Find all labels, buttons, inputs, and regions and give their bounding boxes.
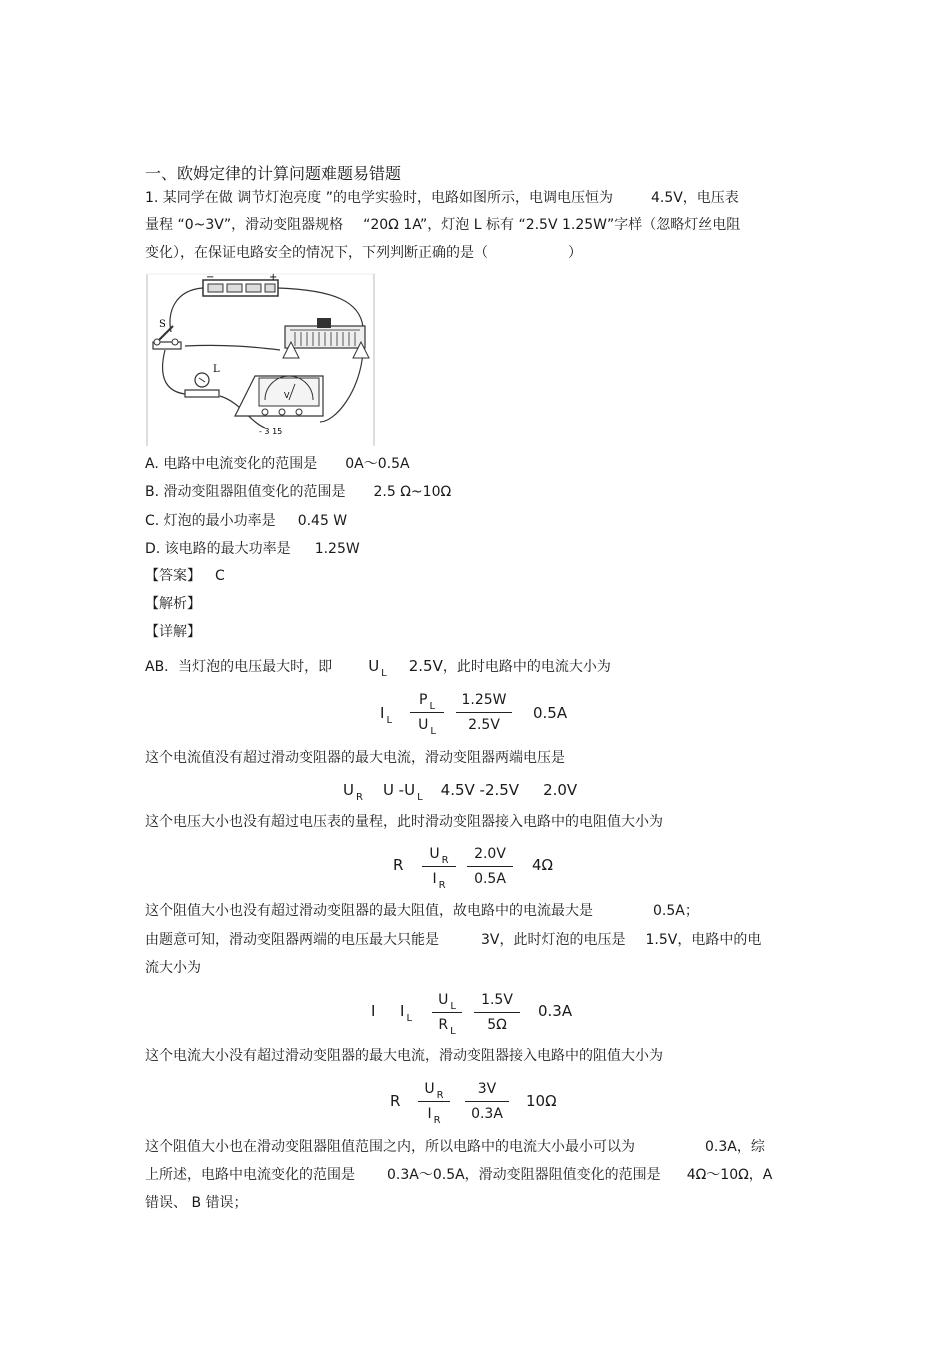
option-a: A. 电路中电流变化的范围是 0A～0.5A [145,456,410,472]
battery-plus-label: + [269,272,278,283]
answer-line: 【答案】 C [145,568,225,584]
solution-text-6: 这个电流大小没有超过滑动变阻器的最大电流，滑动变阻器接入电路中的阻值大小为 [145,1048,663,1064]
solution-text-3: 这个阻值大小也没有超过滑动变阻器的最大阻值，故电路中的电流最大是 0.5A； [145,903,699,919]
solution-text-9: 错误、 B 错误； [145,1195,248,1211]
detail-label: 【详解】 [145,624,201,640]
option-b: B. 滑动变阻器阻值变化的范围是 2.5 Ω~10Ω [145,484,452,500]
solution-ab-intro: AB．当灯泡的电压最大时，即 U $_L$ 2.5V，此时电路中的电流大小为 [145,657,611,679]
option-d: D. 该电路的最大功率是 1.25W [145,541,360,557]
switch-label: S [159,319,166,330]
circuit-diagram [145,272,377,448]
solution-text-5: 流大小为 [145,960,201,976]
voltmeter-label: V [284,391,290,400]
lamp-label: L [213,364,220,375]
solution-text-2: 这个电压大小也没有超过电压表的量程，此时滑动变阻器接入电路中的电阻值大小为 [145,814,663,830]
equation-2: U $_R$ U -U $_L$ 4.5V -2.5V 2.0V [343,781,578,803]
analysis-label: 【解析】 [145,596,201,612]
voltmeter-scale-label: - 3 15 [259,427,283,436]
solution-text-8: 上所述，电路中电流变化的范围是 0.3A～0.5A，滑动变阻器阻值变化的范围是 4Ω～10Ω，A [145,1167,773,1183]
question-line-1: 1. 某同学在做 调节灯泡亮度 ”的电学实验时，电路如图所示，电调电压恒为 4.5V，电压表 [145,190,739,206]
section-title: 一、欧姆定律的计算问题难题易错题 [145,164,402,183]
solution-text-1: 这个电流值没有超过滑动变阻器的最大电流，滑动变阻器两端电压是 [145,750,565,766]
solution-text-4: 由题意可知，滑动变阻器两端的电压最大只能是 3V，此时灯泡的电压是 1.5V，电路中的电 [145,932,762,948]
option-c: C. 灯泡的最小功率是 0.45 W [145,513,348,529]
question-line-3: 变化），在保证电路安全的情况下，下列判断正确的是（ ） [145,245,582,261]
question-line-2: 量程 “0~3V”，滑动变阻器规格 “20Ω 1A”，灯泡 L 标有 “2.5V 1.25W”字样（忽略灯丝电阻 [145,217,741,233]
lamp-base [185,390,219,397]
circuit-figure [145,272,377,448]
solution-text-7: 这个阻值大小也在滑动变阻器阻值范围之内，所以电路中的电流大小最小可以为 0.3A，综 [145,1139,765,1155]
battery-minus-label: − [206,272,215,283]
